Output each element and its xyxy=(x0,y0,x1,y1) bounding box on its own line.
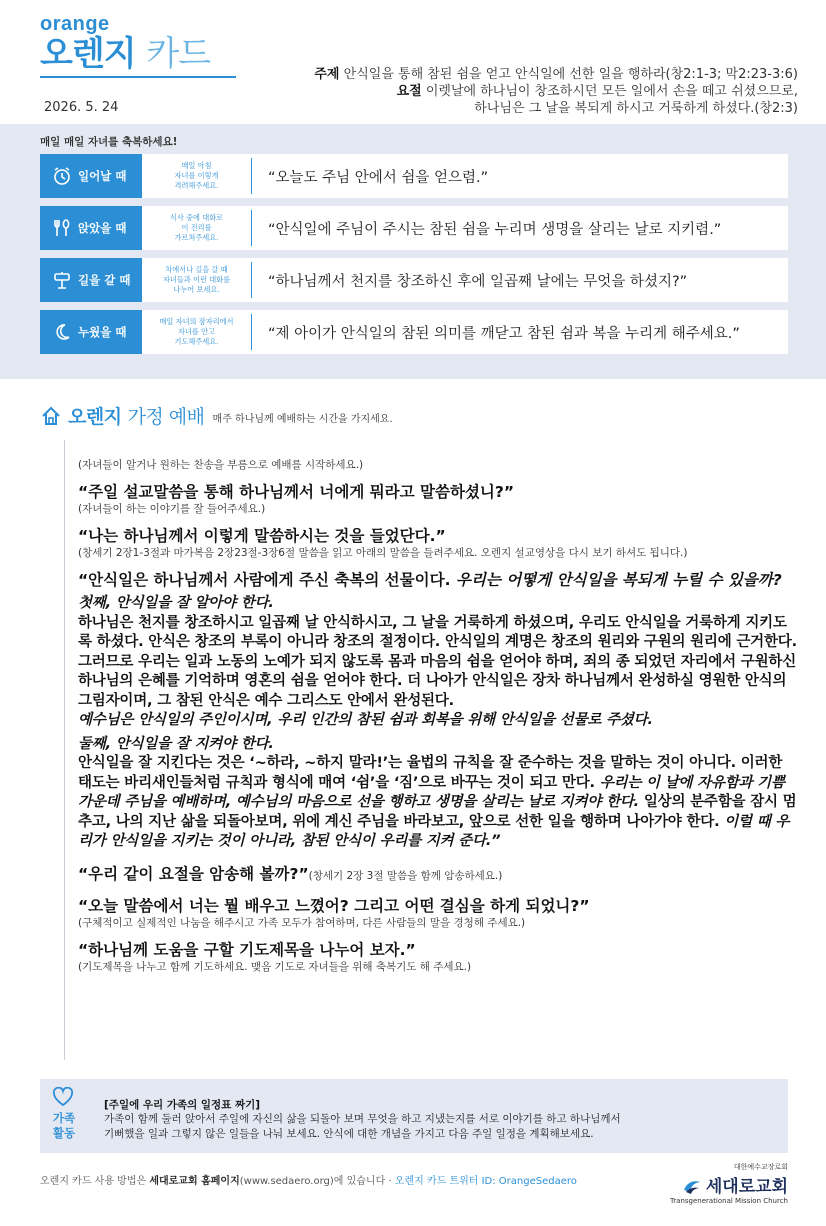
row-quote: “안식일에 주님이 주시는 참된 쉼을 누리며 생명을 살리는 날로 지키렴.” xyxy=(268,221,722,238)
theme-line xyxy=(238,66,798,83)
church-name-row xyxy=(670,1172,788,1197)
sermon-intro-text: “안식일은 하나님께서 사람에게 주신 축복의 선물이다. xyxy=(78,571,456,589)
point-1-title-text: 첫째, 안식일을 잘 알아야 한다. xyxy=(78,595,274,611)
worship-divider xyxy=(64,440,65,1060)
home-icon xyxy=(40,405,62,427)
point-1-body: 하나님은 천지를 창조하시고 일곱째 날 안식하시고, 그 날을 거룩하게 하셨으며, 우리도 안식일을 거룩하게 지키도록 하셨다. 안식은 창조의 부록이 아니라 창조의 절정이다. 안식일의 계명은 창조의 원리와 구원의 원리에 근거한다. 그러므로 우리는 일과 노동의 노예가 되지 않도록 몸과 마음의 쉼을 얻어야 하며, 죄의 종 되었던 자리에서 구원하신 하나님의 은혜를 기억하며 영혼의 쉼을 얻어야 한다. 더 나아가 안식일은 장차 하나님께서 완성하실 영원한 안식의 그림자이며, 그 참된 안식은 예수 그리스도 안에서 완성된다. xyxy=(78,614,797,709)
point-2-body-text-2: 일상의 분주함을 잠시 멈추고, 나의 지난 삶을 되돌아보며, 위에 계신 주님을 바라보고, 앞으로 선한 일을 행하며 나아가야 한다. xyxy=(78,794,797,830)
point-2-title xyxy=(78,735,798,755)
worship-title-light: 가정 예배 xyxy=(127,406,205,428)
question-4 xyxy=(78,864,798,886)
footer-text xyxy=(40,1172,577,1187)
family-label-line: 가족 xyxy=(52,1111,76,1125)
row-hint xyxy=(142,262,252,298)
row-hint xyxy=(142,158,252,194)
hint-line: 가르쳐주세요. xyxy=(174,233,219,242)
hint-line: 매일 자녀의 잠자리에서 xyxy=(159,317,234,326)
question-2-note: (창세기 2장1-3절과 마가복음 2장23절-3장6절 말씀을 읽고 아래의 말씀을 들려주세요. 오렌지 설교영상을 다시 보기 하셔도 됩니다.) xyxy=(78,547,688,559)
point-2-body-text: 안식일을 잘 지킨다는 것은 ‘~하라, ~하지 말라!’는 율법의 규칙을 잘 준수하는 것을 말하는 것이 아니다. 이러한 태도는 바리새인들처럼 규칙과 형식에 매여 ‘쉼’을 ‘짐’으로 바꾸는 것이 되고 만다. xyxy=(78,755,783,791)
row-hint xyxy=(142,210,252,246)
church-denomination: 대한예수교장로회 xyxy=(733,1163,788,1171)
heart-icon xyxy=(52,1087,74,1107)
family-text-line: 가족이 함께 둘러 앉아서 주일에 자신의 삶을 되돌아 보며 무엇을 하고 지냈는지를 서로 이야기를 하고 하나님께서 xyxy=(104,1113,621,1125)
fork-spoon-icon xyxy=(52,218,72,238)
hint-line: 매일 아침 xyxy=(181,161,212,170)
theme-text: 안식일을 통해 참된 쉼을 얻고 안식일에 선한 일을 행하라(창2:1-3; 막2:23-3:6) xyxy=(343,67,798,82)
row-quote: “제 아이가 안식일의 참된 의미를 깨닫고 참된 쉼과 복을 누리게 해주세요.” xyxy=(268,325,740,342)
question-4-text: “우리 같이 요절을 암송해 볼까?” xyxy=(78,864,309,883)
row-tag xyxy=(40,258,142,302)
orange-card-logo xyxy=(40,14,236,78)
sermon-intro xyxy=(78,570,798,590)
footer-text-2: (www.sedaero.org)에 있습니다 · xyxy=(239,1176,395,1187)
hint-line: 식사 중에 대화로 xyxy=(169,213,224,222)
point-1-title xyxy=(78,594,798,614)
question-5-note: (구체적이고 실제적인 나눔을 해주시고 가족 모두가 참여하며, 다른 사람들의 말을 경청해 주세요.) xyxy=(78,916,526,929)
verse-label: 요절 xyxy=(396,84,422,99)
hint-line: 기도해주세요. xyxy=(174,337,219,346)
point-2-title-text: 둘째, 안식일을 잘 지켜야 한다. xyxy=(78,735,274,752)
point-1-italic xyxy=(78,711,798,731)
church-logo xyxy=(670,1162,788,1205)
row-tag xyxy=(40,206,142,250)
blessing-row-wakeup xyxy=(40,154,788,198)
twitter-id[interactable]: 오렌지 카드 트위터 ID: OrangeSedaero xyxy=(394,1176,577,1187)
church-english-name: Transgenerational Mission Church xyxy=(670,1197,788,1205)
alarm-clock-icon xyxy=(52,166,72,186)
point-2-body xyxy=(78,754,798,852)
footer-text-1: 오렌지 카드 사용 방법은 xyxy=(40,1176,150,1187)
page-header xyxy=(0,0,826,124)
signpost-icon xyxy=(52,270,72,290)
point-2-italic-text: 우리는 이 날에 자유함과 기쁨 가운데 주님을 예배하며, 예수님의 마음으로 선을 행하고 생명을 살리는 날로 지켜야 한다. xyxy=(78,774,785,810)
row-tag-label: 길을 갈 때 xyxy=(78,273,131,287)
family-activity-title: [주일에 우리 가족의 일정표 짜기] xyxy=(104,1099,261,1111)
question-6: “하나님께 도움을 구할 기도제목을 나누어 보자.” xyxy=(78,940,416,959)
question-1: “주일 설교말씀을 통해 하나님께서 너에게 뭐라고 말씀하셨니?” xyxy=(78,483,515,501)
hint-line: 자녀를 안고 xyxy=(177,327,215,336)
theme-label: 주제 xyxy=(314,67,340,82)
family-activity-text xyxy=(104,1112,774,1142)
hint-line: 격려해주세요. xyxy=(174,181,219,190)
row-quote: “하나님께서 천지를 창조하신 후에 일곱째 날에는 무엇을 하셨지?” xyxy=(268,273,688,290)
family-activity-box xyxy=(40,1079,788,1153)
worship-heading xyxy=(40,402,393,429)
logo-big-text xyxy=(40,34,236,74)
row-tag-label: 앉았을 때 xyxy=(78,221,127,235)
hint-line: 자녀들과 이런 대화를 xyxy=(162,275,231,284)
hint-line: 차에서나 길을 갈 때 xyxy=(165,265,228,274)
worship-title-bold: 오렌지 xyxy=(68,406,122,428)
theme-block xyxy=(238,66,798,117)
question-1-note: (자녀들이 하는 이야기를 잘 들어주세요.) xyxy=(78,503,266,515)
church-name: 세대로교회 xyxy=(705,1177,788,1197)
opening-note: (자녀들이 알거나 원하는 찬송을 부름으로 예배를 시작하세요.) xyxy=(78,459,364,471)
blessing-row-sitting xyxy=(40,206,788,250)
hint-line: 자녀를 이렇게 xyxy=(174,171,219,180)
row-quote: “오늘도 주님 안에서 쉼을 얻으렴.” xyxy=(268,169,489,186)
verse-text-1: 이렛날에 하나님이 창조하시던 모든 일에서 손을 떼고 쉬셨으므로, xyxy=(425,84,798,99)
row-hint xyxy=(142,314,252,350)
row-tag xyxy=(40,154,142,198)
church-mark-icon xyxy=(682,1176,702,1194)
point-1-italic-text: 예수님은 안식일의 주인이시며, 우리 인간의 참된 쉼과 회복을 위해 안식일을 선물로 주셨다. xyxy=(78,712,653,728)
hint-line: 이 진리를 xyxy=(181,223,212,232)
sermon-intro-question: 우리는 어떻게 안식일을 복되게 누릴 수 있을까? xyxy=(455,571,782,589)
row-tag xyxy=(40,310,142,354)
row-tag-label: 누웠을 때 xyxy=(78,325,127,339)
family-activity-label xyxy=(50,1111,78,1141)
homepage-link[interactable]: 세대로교회 홈페이지 xyxy=(149,1176,240,1187)
family-label-line: 활동 xyxy=(52,1126,76,1140)
worship-content xyxy=(78,458,798,974)
row-tag-label: 일어날 때 xyxy=(78,169,127,183)
verse-line-2: 하나님은 그 날을 복되게 하시고 거룩하게 하셨다.(창2:3) xyxy=(474,101,798,116)
logo-small-text: orange xyxy=(40,13,110,35)
question-6-note: (기도제목을 나누고 함께 기도하세요. 맺음 기도로 자녀들을 위해 축복기도 해 주세요.) xyxy=(78,960,472,973)
logo-bold: 오렌지 xyxy=(40,34,136,74)
logo-light: 카드 xyxy=(146,34,211,74)
moon-icon xyxy=(52,322,72,342)
hint-line: 나누어 보세요. xyxy=(173,285,220,294)
family-text-line: 기뻐했을 일과 그렇지 않은 일들을 나눠 보세요. 안식에 대한 개념을 가지고 다음 주일 일정을 계획해보세요. xyxy=(104,1128,594,1140)
logo-underline xyxy=(40,76,236,78)
point-2-italic-text-2: 이럴 때 우리가 안식일을 지키는 것이 아니라, 참된 안식이 우리를 지켜 준다.” xyxy=(78,813,790,849)
card-date: 2026. 5. 24 xyxy=(44,100,119,115)
daily-blessing-section xyxy=(0,124,826,379)
blessing-row-walking xyxy=(40,258,788,302)
question-4-note: (창세기 2장 3절 말씀을 함께 암송하세요.) xyxy=(308,869,503,882)
daily-title: 매일 매일 자녀를 축복하세요! xyxy=(40,136,178,148)
blessing-row-lying xyxy=(40,310,788,354)
question-5: “오늘 말씀에서 너는 뭘 배우고 느꼈어? 그리고 어떤 결심을 하게 되었니?” xyxy=(78,896,590,915)
verse-line xyxy=(238,83,798,100)
question-2: “나는 하나님께서 이렇게 말씀하시는 것을 들었단다.” xyxy=(78,527,446,545)
worship-subtitle: 매주 하나님께 예배하는 시간을 가지세요. xyxy=(212,414,393,425)
